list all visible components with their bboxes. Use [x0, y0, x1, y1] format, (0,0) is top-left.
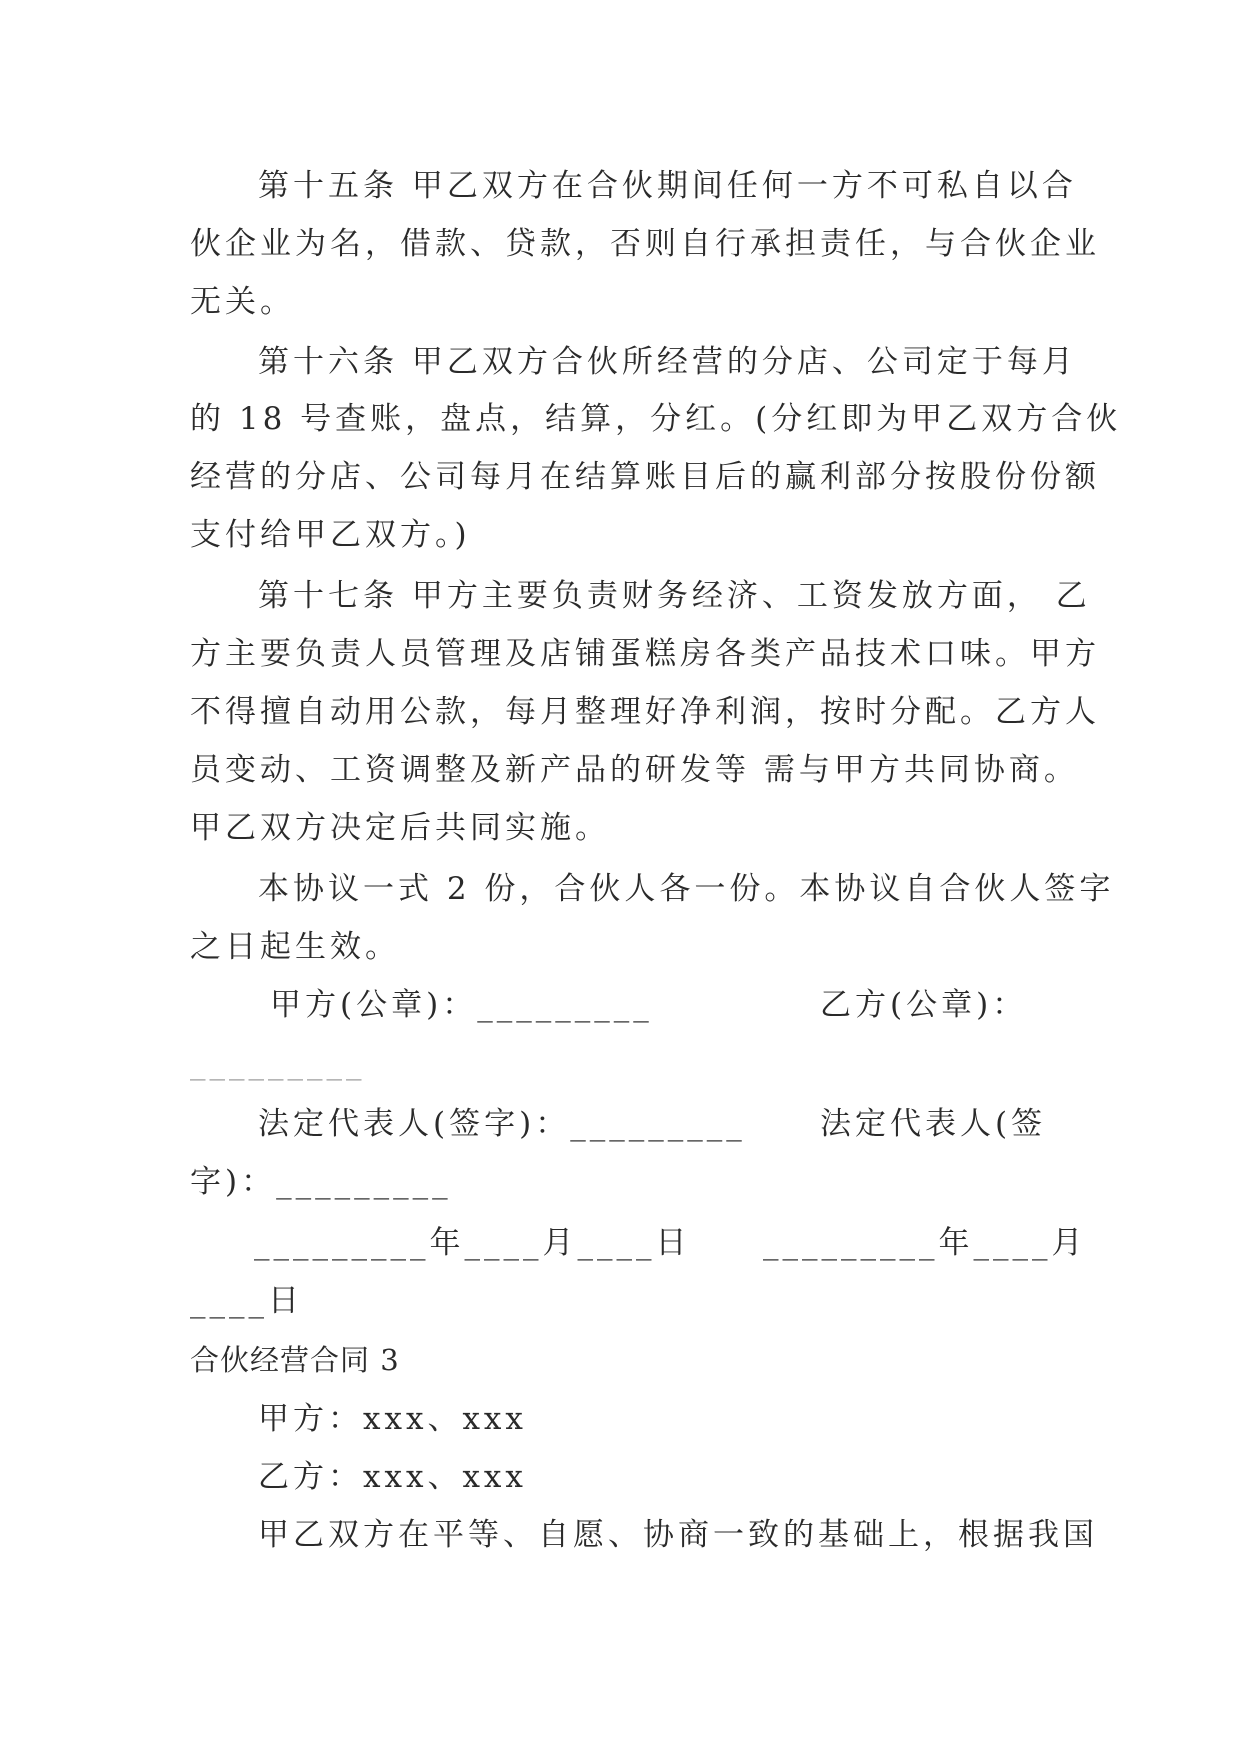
article-16-line-4: 支付给甲乙双方。)	[190, 517, 471, 553]
article-15-line-2: 伙企业为名，借款、贷款，否则自行承担责任，与合伙企业	[190, 226, 1100, 262]
representative-row	[190, 1104, 1060, 1144]
article-16-line-1: 第十六条 甲乙双方合伙所经营的分店、公司定于每月	[258, 344, 1077, 380]
party-b-date: _________年____月	[763, 1225, 1087, 1261]
party-a-date: _________年____月____日	[254, 1225, 691, 1261]
party-b-representative-cont: 字)：_________	[190, 1164, 452, 1200]
article-17-line-3: 不得擅自动用公款，每月整理好净利润，按时分配。乙方人	[190, 694, 1100, 730]
party-b-seal: 乙方(公章)：	[820, 987, 1028, 1023]
closing-line-2: 之日起生效。	[190, 929, 400, 965]
contract-3-intro: 甲乙双方在平等、自愿、协商一致的基础上，根据我国	[258, 1517, 1098, 1553]
article-16-line-3: 经营的分店、公司每月在结算账目后的赢利部分按股份份额	[190, 459, 1100, 495]
article-15-line-1: 第十五条 甲乙双方在合伙期间任何一方不可私自以合	[258, 168, 1077, 204]
contract-3-party-a: 甲方：xxx、xxx	[258, 1401, 527, 1437]
date-row	[190, 1223, 1087, 1263]
party-b-date-cont: ____日	[190, 1283, 303, 1319]
party-a-representative: 法定代表人(签字)：_________	[258, 1106, 746, 1142]
article-16-line-2: 的 18 号查账，盘点，结算，分红。(分红即为甲乙双方合伙	[190, 401, 1122, 437]
article-17-line-4: 员变动、工资调整及新产品的研发等 需与甲方共同协商。	[190, 752, 1079, 788]
party-b-representative: 法定代表人(签	[820, 1106, 1047, 1142]
seal-row	[190, 985, 1060, 1025]
article-15-line-3: 无关。	[190, 284, 295, 320]
party-a-seal: 甲方(公章)：_________	[270, 987, 653, 1023]
closing-line-1: 本协议一式 2 份，合伙人各一份。本协议自合伙人签字	[258, 871, 1115, 907]
party-b-seal-blank: _________	[190, 1045, 366, 1081]
article-17-line-5: 甲乙双方决定后共同实施。	[190, 810, 610, 846]
article-17-line-2: 方主要负责人员管理及店铺蛋糕房各类产品技术口味。甲方	[190, 636, 1100, 672]
article-17-line-1: 第十七条 甲方主要负责财务经济、工资发放方面， 乙	[258, 578, 1091, 614]
contract-3-party-b: 乙方：xxx、xxx	[258, 1459, 527, 1495]
contract-3-title: 合伙经营合同 3	[190, 1343, 400, 1377]
